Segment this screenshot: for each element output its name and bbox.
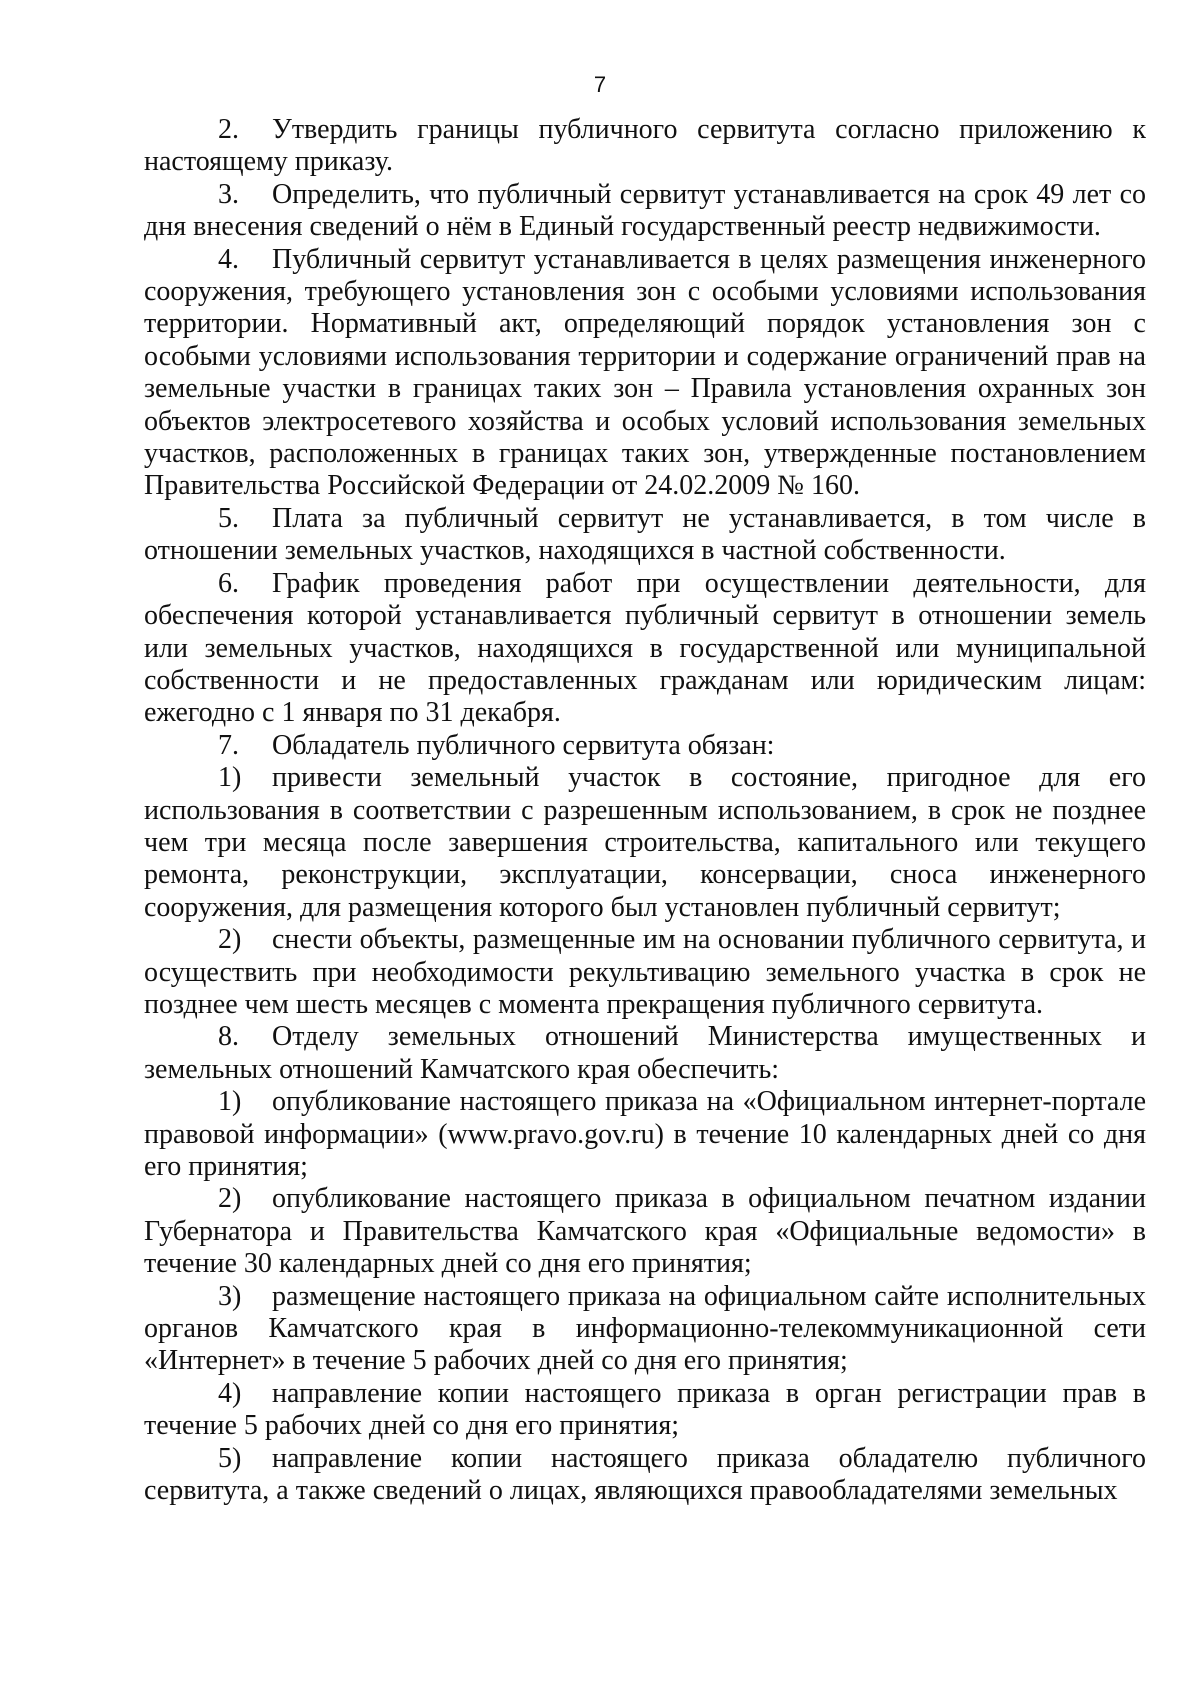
- paragraph-7-item-1: [144, 762, 1146, 924]
- paragraph-text: Определить, что публичный сервитут устанавливается на срок 49 лет со дня внесения сведений о нём в Единый государственный реестр недвижимости.: [144, 178, 1146, 243]
- item-text: снести объекты, размещенные им на основании публичного сервитута, и осуществить при необходимости рекультивацию земельного участка в срок не позднее чем шесть месяцев с момента прекращения публичного сервитута.: [144, 924, 1146, 1020]
- paragraph-8-item-3: [144, 1281, 1146, 1378]
- paragraph-text: Плата за публичный сервитут не устанавливается, в том числе в отношении земельных участков, находящихся в частной собственности.: [144, 502, 1146, 567]
- paragraph-text: Утвердить границы публичного сервитута согласно приложению к настоящему приказу.: [144, 114, 1146, 178]
- item-number: 3): [218, 1280, 242, 1312]
- paragraph-number: 3.: [218, 178, 239, 210]
- paragraph-2: [144, 114, 1146, 179]
- paragraph-text: График проведения работ при осуществлении деятельности, для обеспечения которой устанавливается публичный сервитут в отношении земель или земельных участков, находящихся в государственной или муниципальной собственности и не предоставленных гражданам или юридическим лицам: ежегодно с 1 января по 31 декабря.: [144, 567, 1146, 729]
- paragraph-8-item-5: [144, 1443, 1146, 1508]
- item-number: 4): [218, 1377, 242, 1409]
- paragraph-text: Публичный сервитут устанавливается в целях размещения инженерного сооружения, требующего установления зон с особыми условиями использования территории. Нормативный акт, определяющий порядок установления зон с особыми условиями использования территории и содержание ограничений прав на земельные участки в границах таких зон – Правила установления охранных зон объектов электросетевого хозяйства и особых условий использования земельных участков, расположенных в границах таких зон, утвержденные постановлением Правительства Российской Федерации от 24.02.2009 № 160.: [144, 243, 1146, 502]
- paragraph-8-item-1: [144, 1086, 1146, 1183]
- item-number: 1): [218, 1086, 242, 1118]
- paragraph-number: 4.: [218, 243, 239, 275]
- paragraph-6: [144, 568, 1146, 730]
- paragraph-8: [144, 1021, 1146, 1086]
- page-number: 7: [593, 72, 607, 97]
- paragraph-8-item-4: [144, 1378, 1146, 1443]
- item-number: 5): [218, 1442, 242, 1474]
- paragraph-number: 6.: [218, 567, 239, 599]
- paragraph-text: Отделу земельных отношений Министерства имущественных и земельных отношений Камчатского края обеспечить:: [144, 1021, 1146, 1085]
- paragraph-number: 5.: [218, 502, 239, 534]
- paragraph-7-item-2: [144, 924, 1146, 1021]
- item-number: 2): [218, 1183, 242, 1215]
- paragraph-8-item-2: [144, 1183, 1146, 1280]
- item-number: 2): [218, 924, 242, 956]
- item-number: 1): [218, 762, 242, 794]
- item-text: привести земельный участок в состояние, пригодное для его использования в соответствии с разрешенным использованием, в срок не позднее чем три месяца после завершения строительства, капитального или текущего ремонта, реконструкции, эксплуатации, консервации, сноса инженерного сооружения, для размещения которого был установлен публичный сервитут;: [144, 762, 1146, 923]
- item-text: опубликование настоящего приказа в официальном печатном издании Губернатора и Правительства Камчатского края «Официальные ведомости» в течение 30 календарных дней со дня его принятия;: [144, 1183, 1146, 1280]
- paragraph-3: [144, 179, 1146, 244]
- paragraph-number: 2.: [218, 114, 239, 145]
- item-text: направление копии настоящего приказа обладателю публичного сервитута, а также сведений о лицах, являющихся правообладателями земельных: [144, 1442, 1146, 1507]
- item-text: направление копии настоящего приказа в орган регистрации прав в течение 5 рабочих дней со дня его принятия;: [144, 1377, 1146, 1442]
- document-body: [144, 114, 1146, 1507]
- item-text: опубликование настоящего приказа на «Официальном интернет-портале правовой информации» (www.pravo.gov.ru) в течение 10 календарных дней со дня его принятия;: [144, 1086, 1146, 1182]
- paragraph-4: [144, 244, 1146, 503]
- paragraph-number: 7.: [218, 729, 239, 761]
- paragraph-number: 8.: [218, 1021, 239, 1053]
- paragraph-text: Обладатель публичного сервитута обязан:: [272, 729, 775, 761]
- item-text: размещение настоящего приказа на официальном сайте исполнительных органов Камчатского края в информационно-телекоммуникационной сети «Интернет» в течение 5 рабочих дней со дня его принятия;: [144, 1280, 1146, 1377]
- paragraph-5: [144, 503, 1146, 568]
- paragraph-7: [144, 730, 1146, 762]
